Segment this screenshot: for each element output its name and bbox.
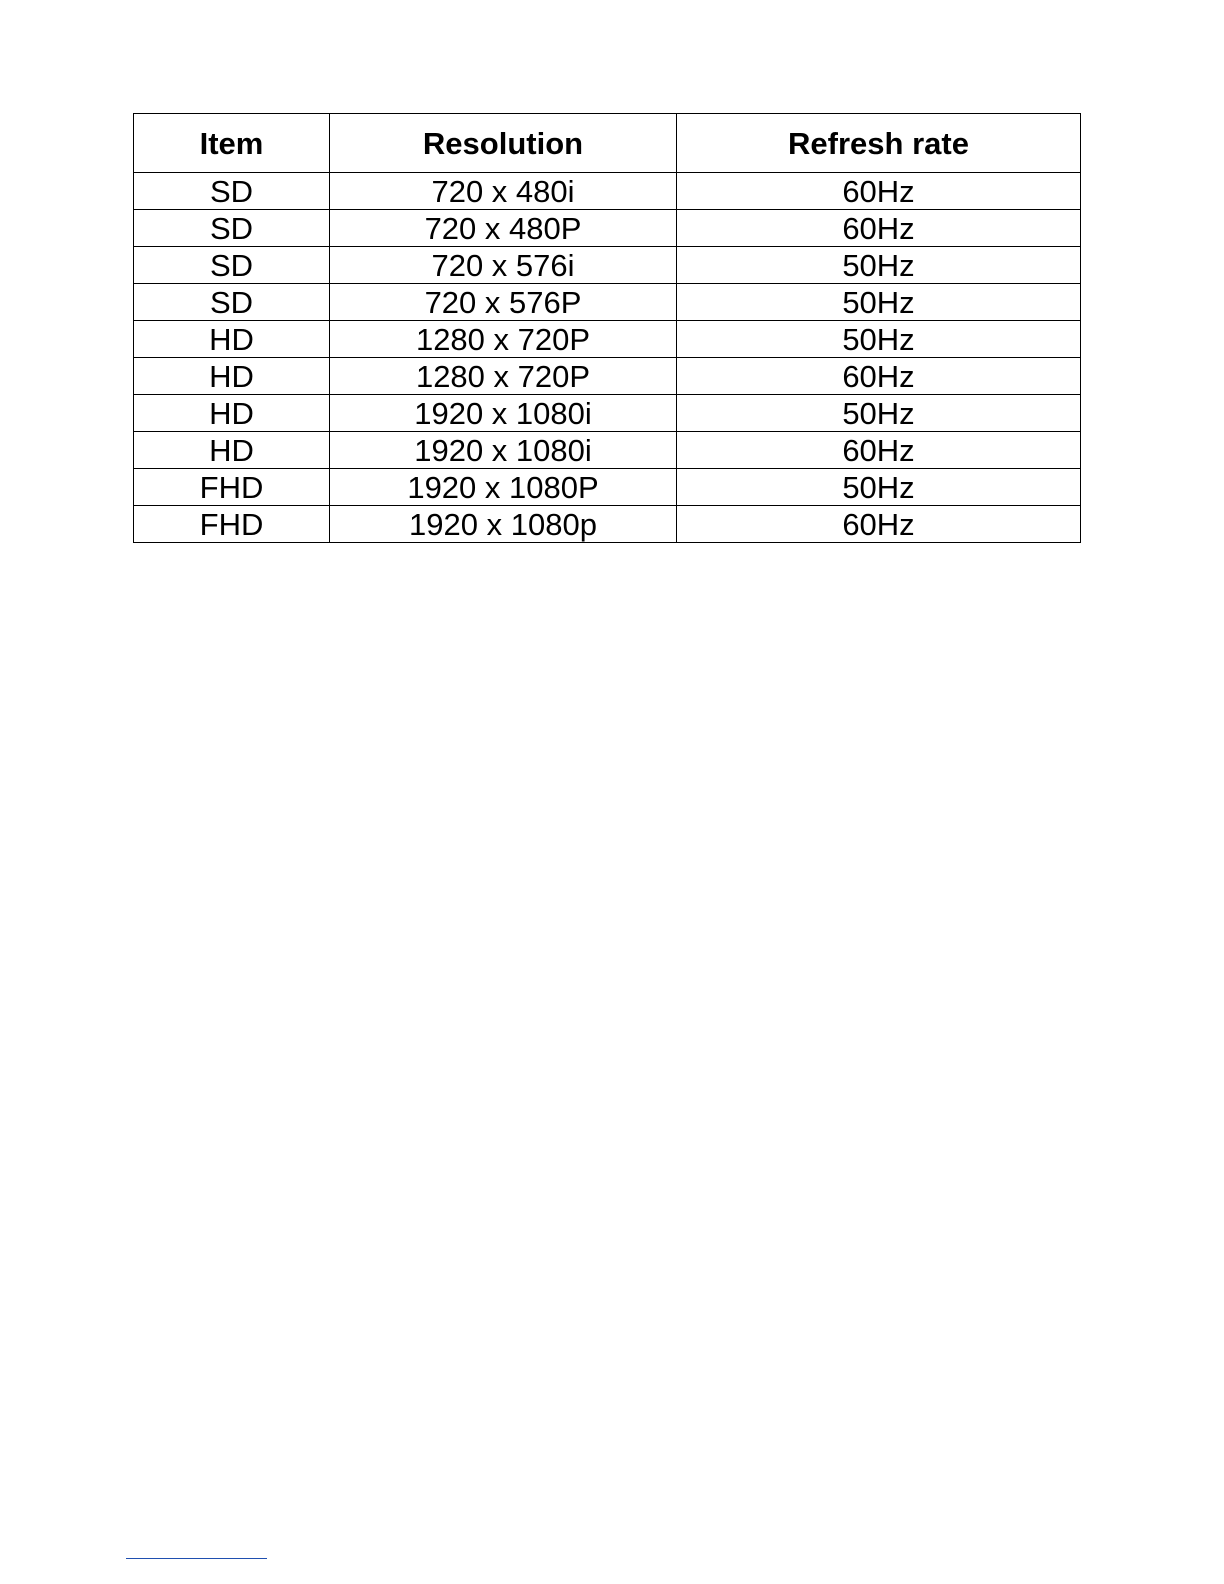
table-row	[134, 284, 1081, 321]
cell-refresh-rate: 60Hz	[677, 358, 1081, 395]
table-row	[134, 247, 1081, 284]
cell-resolution: 720 x 576P	[330, 284, 677, 321]
cell-item: FHD	[134, 506, 330, 543]
table-row	[134, 321, 1081, 358]
cell-item: HD	[134, 321, 330, 358]
header-item: Item	[134, 114, 330, 173]
cell-item: HD	[134, 432, 330, 469]
cell-refresh-rate: 50Hz	[677, 284, 1081, 321]
table-row	[134, 469, 1081, 506]
table-row	[134, 395, 1081, 432]
cell-item: HD	[134, 358, 330, 395]
cell-item: HD	[134, 395, 330, 432]
cell-refresh-rate: 60Hz	[677, 432, 1081, 469]
cell-refresh-rate: 60Hz	[677, 173, 1081, 210]
header-refresh-rate: Refresh rate	[677, 114, 1081, 173]
cell-item: SD	[134, 173, 330, 210]
table-row	[134, 432, 1081, 469]
cell-resolution: 1920 x 1080p	[330, 506, 677, 543]
header-resolution: Resolution	[330, 114, 677, 173]
table-row	[134, 358, 1081, 395]
cell-refresh-rate: 50Hz	[677, 469, 1081, 506]
resolution-table	[133, 113, 1081, 543]
cell-resolution: 720 x 480i	[330, 173, 677, 210]
cell-item: SD	[134, 284, 330, 321]
table-row	[134, 506, 1081, 543]
table-body	[134, 173, 1081, 543]
table-row	[134, 210, 1081, 247]
cell-resolution: 720 x 576i	[330, 247, 677, 284]
table-header	[134, 114, 1081, 173]
cell-resolution: 1920 x 1080i	[330, 395, 677, 432]
cell-item: SD	[134, 247, 330, 284]
header-row	[134, 114, 1081, 173]
cell-refresh-rate: 50Hz	[677, 321, 1081, 358]
cell-resolution: 1280 x 720P	[330, 358, 677, 395]
cell-item: SD	[134, 210, 330, 247]
cell-refresh-rate: 60Hz	[677, 210, 1081, 247]
cell-resolution: 1280 x 720P	[330, 321, 677, 358]
cell-item: FHD	[134, 469, 330, 506]
cell-refresh-rate: 60Hz	[677, 506, 1081, 543]
footnote-separator	[126, 1558, 267, 1559]
cell-refresh-rate: 50Hz	[677, 247, 1081, 284]
cell-resolution: 1920 x 1080i	[330, 432, 677, 469]
cell-resolution: 720 x 480P	[330, 210, 677, 247]
cell-refresh-rate: 50Hz	[677, 395, 1081, 432]
cell-resolution: 1920 x 1080P	[330, 469, 677, 506]
table-row	[134, 173, 1081, 210]
